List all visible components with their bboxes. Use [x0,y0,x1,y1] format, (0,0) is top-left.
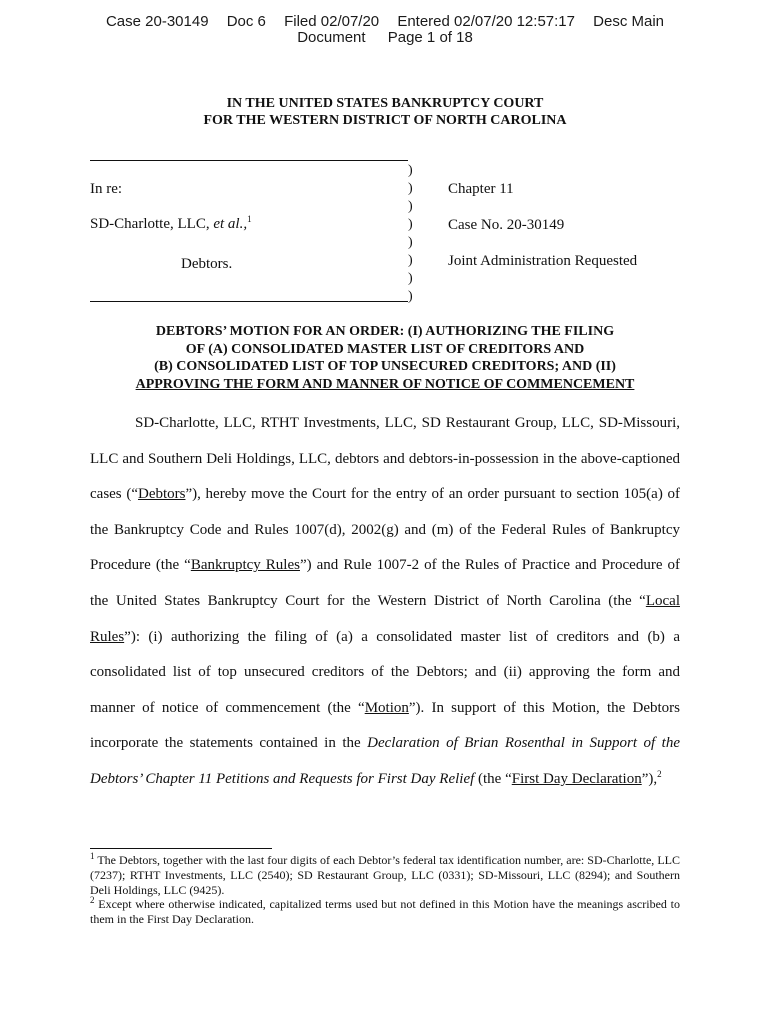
chapter-label: Chapter 11 [448,181,514,197]
footnote-1-text: The Debtors, together with the last four digits of each Debtor’s federal tax identification number, are: SD-Charlotte, LLC (7237); RTHT Investments, LLC (2540); SD Restaurant Group, LLC (0331); SD-Missouri, LLC (8294); and Southern Deli Holdings, LLC (9425). [90,853,680,897]
et-al: et al., [213,216,248,232]
paragraph-1 [90,406,680,798]
ecf-header-line1 [0,14,770,30]
debtor-name: SD-Charlotte, LLC, [90,216,210,232]
filed-date: Filed 02/07/20 [284,13,380,30]
text-segment: ”): (i) authorizing the filing of (a) a consolidated master list of creditors and (b) a consolidated list of top unsecured creditors of the Debtors; and (ii) approving the form and manner of notice of commencement (the “ [90,628,680,716]
debtor-caption-name [90,216,252,233]
paren: ) [408,271,413,286]
ecf-header [0,14,770,46]
title-line-2: OF (A) CONSOLIDATED MASTER LIST OF CREDITORS AND [185,341,585,357]
footnote-1-number: 1 [90,851,95,861]
joint-admin-label: Joint Administration Requested [448,253,638,269]
motion-title [60,323,710,393]
title-line-3: (B) CONSOLIDATED LIST OF TOP UNSECURED CREDITORS; AND (II) [154,359,616,374]
paren: ) [408,235,413,250]
footnote-1 [90,853,680,897]
paren: ) [408,163,413,178]
paren: ) [408,217,413,232]
paren: ) [408,181,413,196]
title-line-4: APPROVING THE FORM AND MANNER OF NOTICE OF COMMENCEMENT [135,376,635,392]
text-segment: ”), [641,770,658,787]
footnote-2-text: Except where otherwise indicated, capitalized terms used but not defined in this Motion have the meanings ascribed to them in the First Day Declaration. [90,897,680,927]
desc-main: Desc Main [593,13,665,30]
caption-bottom-rule [90,301,408,302]
court-name [0,95,770,129]
defined-term-first-day-declaration: First Day Declaration [511,770,642,787]
defined-term-motion: Motion [364,699,409,716]
footnotes [90,853,680,927]
text-segment: (the “ [474,770,512,787]
paren: ) [408,289,413,304]
footnote-2 [90,897,680,927]
title-line-1: DEBTORS’ MOTION FOR AN ORDER: (I) AUTHORIZING THE FILING [155,324,615,339]
declaration-title: Declaration of Brian Rosenthal in Support of the Debtors’ Chapter 11 Petitions and Requests for First Day Relief [90,735,680,787]
case-number: Case 20-30149 [105,13,209,30]
ecf-header-line2 [0,30,770,46]
footnote-ref-1: 1 [247,214,252,224]
paren: ) [408,199,413,214]
defined-term-bankruptcy-rules: Bankruptcy Rules [190,557,300,574]
page-indicator: Page 1 of 18 [387,29,473,46]
footnote-2-number: 2 [90,895,95,906]
paren: ) [408,253,413,268]
caption-parens [408,162,420,306]
court-line-1: IN THE UNITED STATES BANKRUPTCY COURT [226,96,544,111]
text-segment: SD-Charlotte, LLC, RTHT Investments, LLC, SD Restaurant Group, LLC, SD-Missouri, LLC and Southern Deli Holdings, LLC, debtors and debtors-in-possession in the above-captioned cases (“ [90,415,680,503]
in-re-label: In re: [90,181,123,197]
case-no-label: Case No. 20-30149 [448,217,565,233]
text-segment: ”), hereby move the Court for the entry of an order pursuant to section 105(a) of the Bankruptcy Code and Rules 1007(d), 2002(g) and (m) of the Federal Rules of Bankruptcy Procedure (the “ [90,486,680,574]
footnote-ref-2: 2 [657,768,662,779]
document-label: Document [297,29,366,46]
caption-top-rule [90,160,408,161]
court-line-2: FOR THE WESTERN DISTRICT OF NORTH CAROLINA [203,113,567,128]
entered-date: Entered 02/07/20 12:57:17 [397,13,575,30]
debtors-label: Debtors. [181,256,233,272]
text-segment: ”) and Rule 1007-2 of the Rules of Practice and Procedure of the United States Bankruptcy Court for the Western District of North Carolina (the “ [90,557,680,609]
doc-number: Doc 6 [226,13,266,30]
defined-term-local-rules: Local Rules [90,592,680,645]
motion-body [90,406,680,798]
text-segment: ”). In support of this Motion, the Debtors incorporate the statements contained in the [90,699,680,752]
footnote-separator [90,848,272,849]
defined-term-debtors: Debtors [137,486,186,503]
